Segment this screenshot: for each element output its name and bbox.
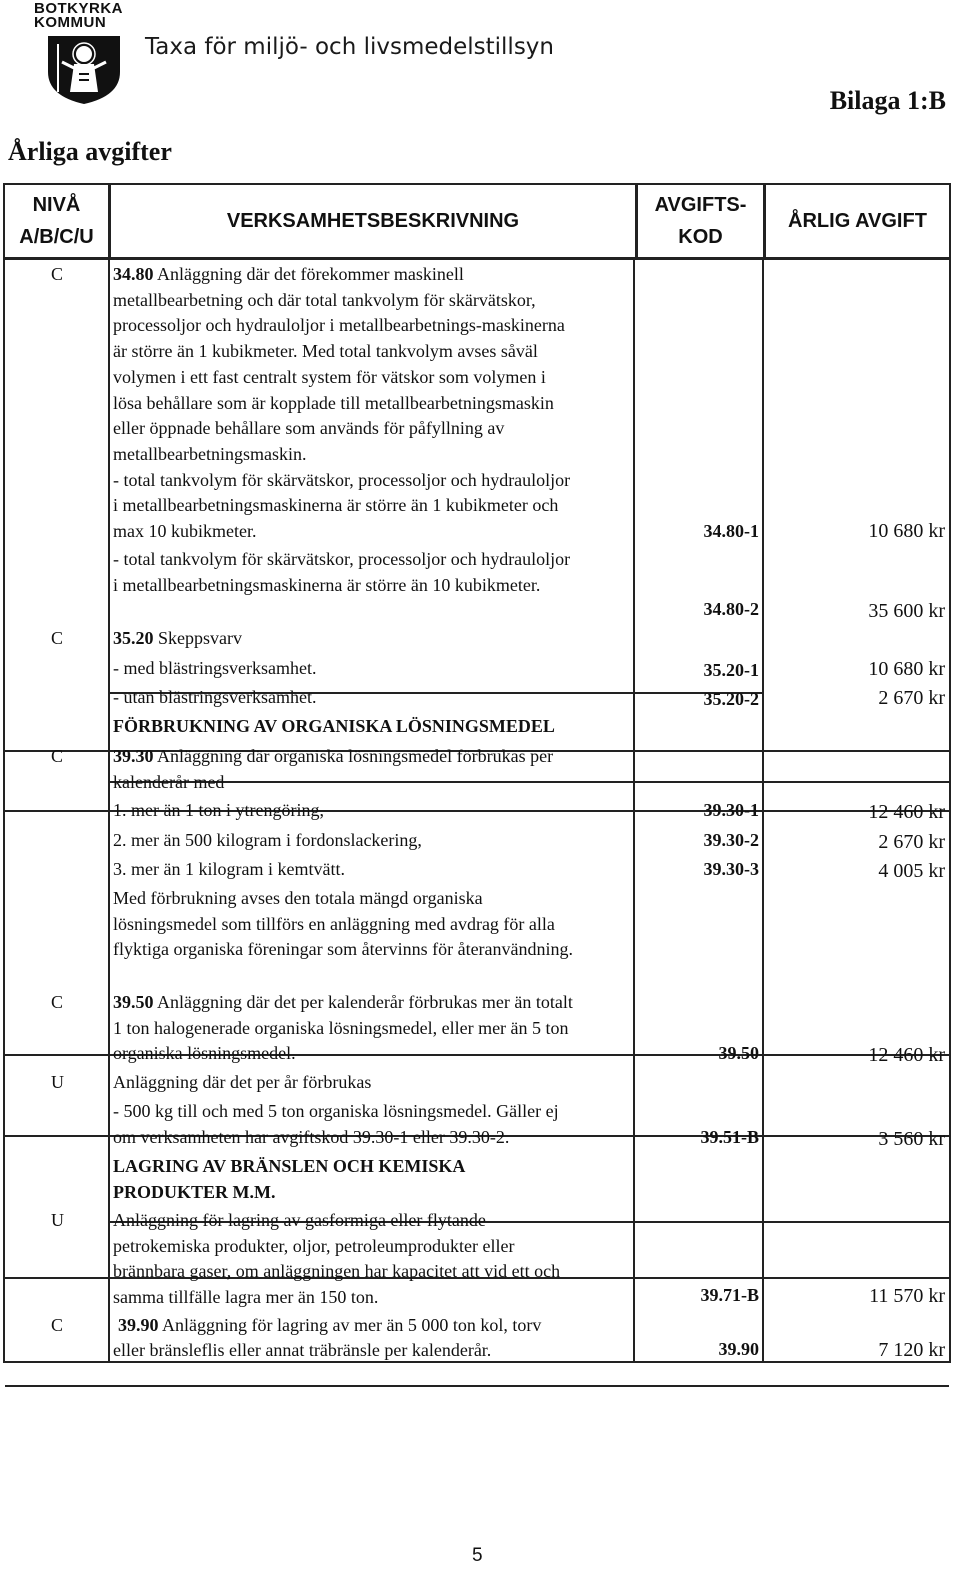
sub-item: - utan blästringsverksamhet. — [113, 687, 317, 707]
annual-fee: 3 560 kr — [878, 1128, 945, 1150]
note-line: flyktiga organiska föreningar som återvinns för återanvändning. — [113, 939, 574, 960]
fee-code: 39.51-B — [700, 1127, 759, 1147]
description-line: Anläggning där organiska lösningsmedel förbrukas per — [153, 746, 554, 766]
annual-fee: 12 460 kr — [868, 801, 945, 823]
heading-line: LAGRING AV BRÄNSLEN OCH KEMISKA — [113, 1156, 466, 1176]
row-note — [113, 886, 573, 963]
annual-fee: 12 460 kr — [868, 1044, 945, 1066]
appendix-label: Bilaga 1:B — [829, 86, 946, 115]
row-description: Anläggning där det per år förbrukas — [113, 1072, 372, 1092]
row-level: C — [51, 1315, 64, 1335]
note-line: Med förbrukning avses den totala mängd organiska — [113, 888, 483, 908]
logo-text-line1: BOTKYRKA — [34, 0, 123, 17]
annual-fee: 7 120 kr — [878, 1339, 945, 1361]
header-code-line1: AVGIFTS- — [654, 194, 747, 216]
description-line: Anläggning där det förekommer maskinell — [153, 264, 464, 284]
description-line: lösa behållare som är kopplade till metallbearbetningsmaskin — [113, 392, 554, 413]
header-code-line2: KOD — [678, 226, 723, 248]
fee-code: 35.20-2 — [703, 689, 759, 709]
fee-code: 39.71-B — [700, 1285, 759, 1305]
row-level: C — [51, 628, 64, 648]
table-header — [5, 185, 949, 260]
category-heading: FÖRBRUKNING AV ORGANISKA LÖSNINGSMEDEL — [113, 716, 555, 736]
description-line: Anläggning där det per kalenderår förbrukas mer än totalt — [153, 992, 573, 1012]
header-description: VERKSAMHETSBESKRIVNING — [111, 185, 638, 257]
row-description — [113, 1099, 559, 1150]
category-heading — [113, 1154, 465, 1205]
row-level: C — [51, 264, 64, 284]
fee-code: 39.30-1 — [703, 800, 759, 820]
fee-code: 39.50 — [718, 1043, 759, 1063]
header-level-line1: NIVÅ — [32, 194, 81, 216]
note-line: lösningsmedel som tillförs en anläggning med avdrag för alla — [113, 913, 555, 934]
annual-fee: 2 670 kr — [878, 831, 945, 853]
coat-of-arms-icon — [44, 32, 124, 106]
description-line: brännbara gaser, om anläggningen har kapacitet att vid ett och — [113, 1261, 561, 1282]
description-line: 1 ton halogenerade organiska lösningsmedel, eller mer än 5 ton — [113, 1017, 569, 1038]
row-level: C — [51, 746, 64, 766]
logo-text-line2: KOMMUN — [34, 14, 107, 31]
description-line: Anläggning för lagring av gasformiga eller flytande — [113, 1210, 486, 1230]
document-title: Taxa för miljö- och livsmedelstillsyn — [145, 34, 554, 60]
fee-table — [3, 183, 951, 1363]
annual-fee: 10 680 kr — [868, 520, 945, 542]
row-level: U — [51, 1210, 64, 1230]
sub-item: i metallbearbetningsmaskinerna är större än 1 kubikmeter och — [113, 495, 559, 516]
description-line: processoljor och hydrauloljor i metallbearbetnings-maskinerna — [113, 315, 565, 336]
fee-code: 34.80-1 — [703, 521, 759, 541]
fee-code: 39.90 — [718, 1339, 759, 1359]
description-line: organiska lösningsmedel. — [113, 1043, 296, 1064]
description-line: samma tillfälle lagra mer än 150 ton. — [113, 1287, 379, 1308]
header-fee: ÅRLIG AVGIFT — [788, 210, 927, 232]
header-level-line2: A/B/C/U — [19, 226, 94, 248]
activity-number: 39.30 — [113, 746, 154, 766]
row-description — [113, 547, 570, 598]
annual-fee: 2 670 kr — [878, 687, 945, 709]
sub-item: - total tankvolym för skärvätskor, processoljor och hydrauloljor — [113, 549, 571, 569]
row-level: C — [51, 992, 64, 1012]
description-line: metallbearbetning och där total tankvolym för skärvätskor, — [113, 289, 536, 310]
description-line: Skeppsvarv — [153, 628, 242, 648]
annual-fee: 35 600 kr — [868, 600, 945, 622]
sub-item: 3. mer än 1 kilogram i kemtvätt. — [113, 859, 345, 879]
description-line: kalenderår med — [113, 771, 225, 792]
fee-code: 39.30-3 — [703, 859, 759, 879]
heading-line: PRODUKTER M.M. — [113, 1181, 276, 1202]
description-line: om verksamheten har avgiftskod 39.30-1 eller 39.30-2. — [113, 1126, 510, 1147]
annual-fee: 11 570 kr — [869, 1285, 945, 1307]
fee-code: 34.80-2 — [703, 599, 759, 619]
description-line: - 500 kg till och med 5 ton organiska lösningsmedel. Gäller ej — [113, 1101, 559, 1121]
sub-item: - med blästringsverksamhet. — [113, 658, 317, 678]
sub-item: - total tankvolym för skärvätskor, processoljor och hydrauloljor — [113, 469, 571, 490]
fee-code: 39.30-2 — [703, 830, 759, 850]
row-description — [113, 744, 553, 795]
activity-number: 39.90 — [118, 1315, 159, 1335]
fee-code: 35.20-1 — [703, 660, 759, 680]
activity-number: 39.50 — [113, 992, 154, 1012]
row-level: U — [51, 1072, 64, 1092]
row-description — [113, 262, 570, 545]
sub-item: 1. mer än 1 ton i ytrengöring, — [113, 800, 324, 820]
table-body — [5, 260, 949, 1361]
description-line: eller öppnade behållare som används för påfyllning av — [113, 418, 505, 439]
page-number: 5 — [472, 1545, 483, 1566]
row-description — [113, 626, 242, 652]
row-description — [118, 1313, 541, 1339]
section-title: Årliga avgifter — [8, 137, 172, 166]
description-line: är större än 1 kubikmeter. Med total tankvolym avses såväl — [113, 341, 538, 362]
header-code — [638, 185, 766, 257]
sub-item: 2. mer än 500 kilogram i fordonslackering, — [113, 830, 422, 850]
row-description — [113, 1208, 560, 1311]
row-description: eller bränsleflis eller annat träbränsle per kalenderår. — [113, 1340, 492, 1360]
description-line: Anläggning för lagring av mer än 5 000 ton kol, torv — [158, 1315, 542, 1335]
description-line: volymen i ett fast centralt system för vätskor som volymen i — [113, 366, 546, 387]
sub-item: i metallbearbetningsmaskinerna är större än 10 kubikmeter. — [113, 574, 541, 595]
activity-number: 35.20 — [113, 628, 154, 648]
row-description — [113, 990, 573, 1067]
activity-number: 34.80 — [113, 264, 154, 284]
municipality-logo — [34, 2, 138, 106]
row-rule — [5, 1385, 949, 1387]
sub-item: max 10 kubikmeter. — [113, 521, 257, 542]
description-line: metallbearbetningsmaskin. — [113, 443, 307, 464]
header-level — [5, 185, 111, 257]
description-line: petrokemiska produkter, oljor, petroleumprodukter eller — [113, 1235, 515, 1256]
annual-fee: 10 680 kr — [868, 658, 945, 680]
annual-fee: 4 005 kr — [878, 860, 945, 882]
